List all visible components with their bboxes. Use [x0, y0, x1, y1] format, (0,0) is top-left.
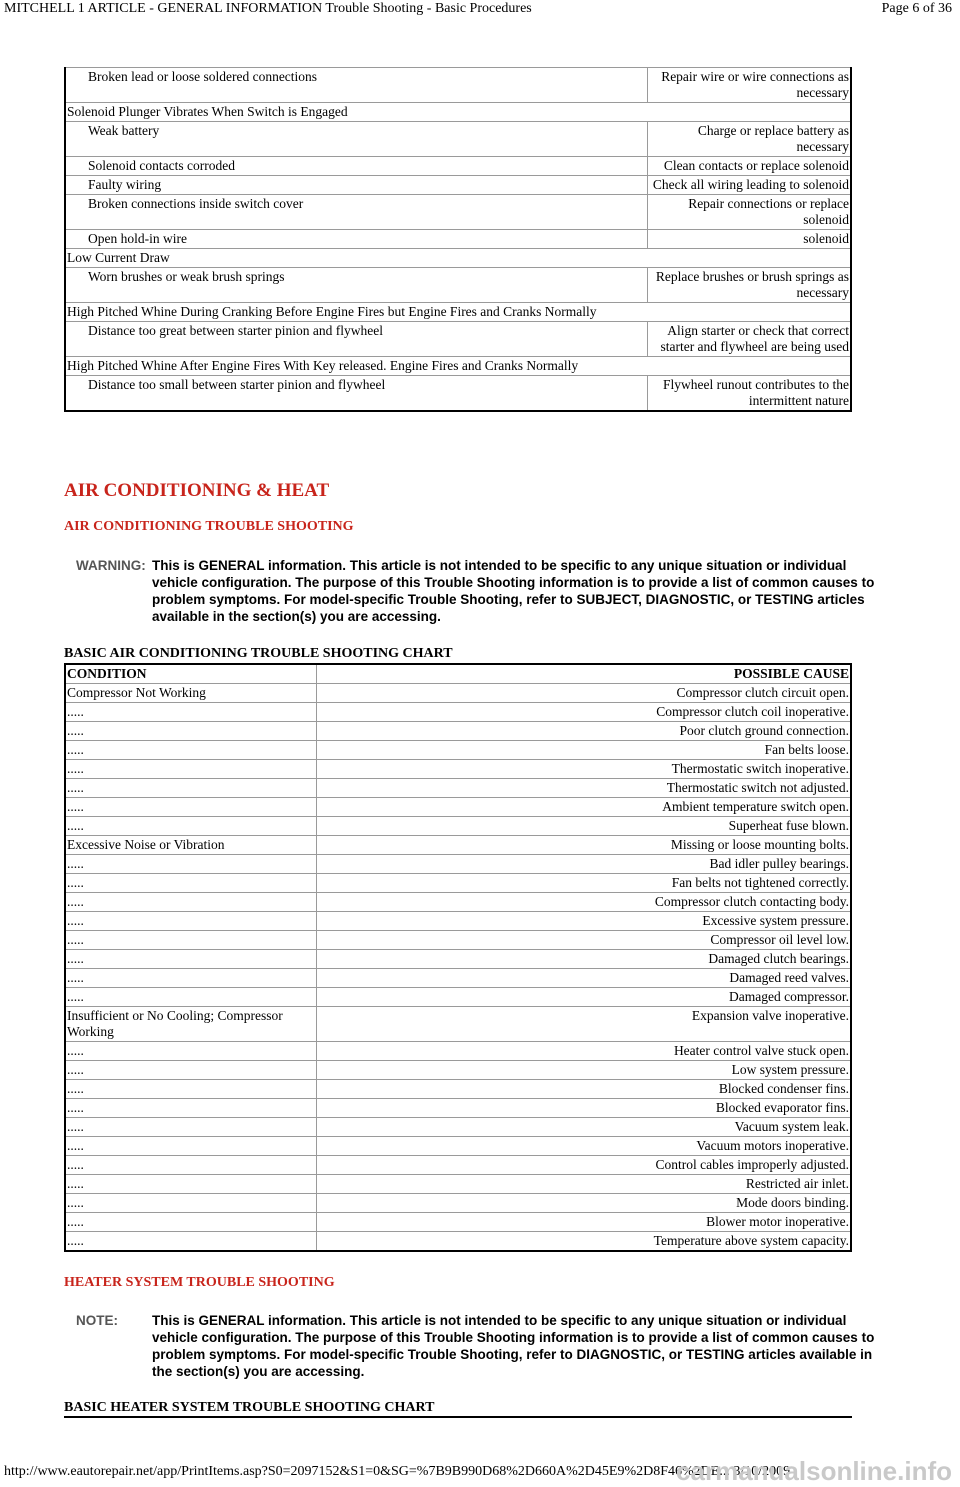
condition-cell: .....: [65, 931, 317, 950]
condition-cell: .....: [65, 988, 317, 1007]
condition-cell: .....: [65, 1232, 317, 1252]
condition-cell: .....: [65, 1213, 317, 1232]
cause-cell: Thermostatic switch inoperative.: [317, 760, 852, 779]
cause-cell: Superheat fuse blown.: [317, 817, 852, 836]
table-row: [65, 1175, 851, 1194]
table-row: [65, 195, 851, 230]
condition-cell: .....: [65, 760, 317, 779]
ac-subtitle: AIR CONDITIONING TROUBLE SHOOTING: [64, 519, 354, 534]
watermark-logo: carmanualsonline.info: [676, 1456, 952, 1486]
heater-chart-rule: [64, 1416, 852, 1418]
warning-text: This is GENERAL information. This article is not intended to be specific to any unique situation or individual vehicle configuration. The purpose of this Trouble Shooting information is to provide a list of common causes to problem symptoms. For model-specific Trouble Shooting, refer to SUBJECT, DIAGNOSTIC, or TESTING articles available in the section(s) you are accessing.: [152, 558, 875, 624]
table-row: [65, 1061, 851, 1080]
table-row: [65, 1042, 851, 1061]
table-row: [65, 741, 851, 760]
cause-cell: Damaged reed valves.: [317, 969, 852, 988]
condition-cell: Excessive Noise or Vibration: [65, 836, 317, 855]
heater-chart-title: BASIC HEATER SYSTEM TROUBLE SHOOTING CHART: [64, 1400, 435, 1415]
cause-cell: Missing or loose mounting bolts.: [317, 836, 852, 855]
table-section-heading: [65, 303, 851, 322]
condition-cell: .....: [65, 779, 317, 798]
starter-trouble-table: [64, 67, 852, 412]
note-text: This is GENERAL information. This article is not intended to be specific to any unique situation or individual vehicle configuration. The purpose of this Trouble Shooting information is to provide a list of common causes to problem symptoms. For model-specific Trouble Shooting, refer to DIAGNOSTIC, or TESTING articles available in the section(s) you are accessing.: [152, 1313, 875, 1379]
heater-subtitle: HEATER SYSTEM TROUBLE SHOOTING: [64, 1275, 335, 1290]
section-heading-cell: Solenoid Plunger Vibrates When Switch is Engaged: [65, 103, 851, 122]
condition-cell: .....: [65, 1175, 317, 1194]
table-row: [65, 893, 851, 912]
condition-cell: .....: [65, 874, 317, 893]
condition-cell: .....: [65, 741, 317, 760]
table-row: [65, 703, 851, 722]
document-header-title: MITCHELL 1 ARTICLE - GENERAL INFORMATION Trouble Shooting - Basic Procedures: [4, 1, 532, 16]
condition-cell: .....: [65, 703, 317, 722]
condition-cell: Faulty wiring: [65, 176, 648, 195]
cause-cell: Compressor oil level low.: [317, 931, 852, 950]
footer-url: http://www.eautorepair.net/app/PrintItems.asp?S0=2097152&S1=0&SG=%7B9B990D68%2D660A%2D45E9%2D8F46%2DE... 3/10/2009: [4, 1464, 791, 1479]
table-section-heading: [65, 249, 851, 268]
cause-cell: Control cables improperly adjusted.: [317, 1156, 852, 1175]
condition-cell: .....: [65, 969, 317, 988]
table-row: [65, 1099, 851, 1118]
table-row: [65, 1156, 851, 1175]
cause-cell: Vacuum system leak.: [317, 1118, 852, 1137]
table-row: [65, 268, 851, 303]
table-row: [65, 760, 851, 779]
table-row: [65, 798, 851, 817]
table-row: [65, 722, 851, 741]
table-section-heading: [65, 357, 851, 376]
condition-cell: .....: [65, 1061, 317, 1080]
table-row: [65, 322, 851, 357]
condition-cell: .....: [65, 798, 317, 817]
condition-cell: .....: [65, 1194, 317, 1213]
table-row: [65, 779, 851, 798]
column-header-cause: POSSIBLE CAUSE: [317, 664, 852, 684]
condition-cell: Worn brushes or weak brush springs: [65, 268, 648, 303]
table-row: [65, 376, 851, 412]
ac-chart-title: BASIC AIR CONDITIONING TROUBLE SHOOTING CHART: [64, 646, 453, 661]
condition-cell: .....: [65, 855, 317, 874]
section-heading-cell: Low Current Draw: [65, 249, 851, 268]
section-heading-cell: High Pitched Whine After Engine Fires With Key released. Engine Fires and Cranks Normally: [65, 357, 851, 376]
remedy-cell: Charge or replace battery as necessary: [648, 122, 852, 157]
condition-cell: .....: [65, 1156, 317, 1175]
condition-cell: .....: [65, 1118, 317, 1137]
cause-cell: Compressor clutch coil inoperative.: [317, 703, 852, 722]
cause-cell: Fan belts loose.: [317, 741, 852, 760]
table-header-row: [65, 664, 851, 684]
page-number: Page 6 of 36: [881, 1, 952, 16]
cause-cell: Thermostatic switch not adjusted.: [317, 779, 852, 798]
table-row: [65, 1232, 851, 1252]
cause-cell: Fan belts not tightened correctly.: [317, 874, 852, 893]
table-row: [65, 817, 851, 836]
condition-cell: .....: [65, 1042, 317, 1061]
condition-cell: Open hold-in wire: [65, 230, 648, 249]
table-row: [65, 1080, 851, 1099]
cause-cell: Damaged clutch bearings.: [317, 950, 852, 969]
condition-cell: .....: [65, 817, 317, 836]
cause-cell: Expansion valve inoperative.: [317, 1007, 852, 1042]
cause-cell: Temperature above system capacity.: [317, 1232, 852, 1252]
condition-cell: .....: [65, 950, 317, 969]
cause-cell: Ambient temperature switch open.: [317, 798, 852, 817]
cause-cell: Low system pressure.: [317, 1061, 852, 1080]
remedy-cell: Flywheel runout contributes to the intermittent nature: [648, 376, 852, 412]
table-row: [65, 1118, 851, 1137]
table-row: [65, 122, 851, 157]
table-row: [65, 68, 851, 103]
condition-cell: .....: [65, 893, 317, 912]
column-header-condition: CONDITION: [65, 664, 317, 684]
remedy-cell: solenoid: [648, 230, 852, 249]
table-row: [65, 988, 851, 1007]
table-row: [65, 874, 851, 893]
table-row: [65, 157, 851, 176]
table-row: [65, 912, 851, 931]
condition-cell: Insufficient or No Cooling; Compressor Working: [65, 1007, 317, 1042]
remedy-cell: Align starter or check that correct starter and flywheel are being used: [648, 322, 852, 357]
table-row: [65, 1137, 851, 1156]
condition-cell: .....: [65, 1137, 317, 1156]
section-heading-cell: High Pitched Whine During Cranking Before Engine Fires but Engine Fires and Cranks Normally: [65, 303, 851, 322]
remedy-cell: Repair wire or wire connections as necessary: [648, 68, 852, 103]
condition-cell: .....: [65, 912, 317, 931]
table-row: [65, 1194, 851, 1213]
table-row: [65, 176, 851, 195]
cause-cell: Damaged compressor.: [317, 988, 852, 1007]
table-row: [65, 1213, 851, 1232]
table-row: [65, 684, 851, 703]
ac-warning: [76, 557, 876, 625]
condition-cell: Solenoid contacts corroded: [65, 157, 648, 176]
condition-cell: .....: [65, 1080, 317, 1099]
condition-cell: Broken lead or loose soldered connections: [65, 68, 648, 103]
cause-cell: Blower motor inoperative.: [317, 1213, 852, 1232]
table-row: [65, 969, 851, 988]
cause-cell: Bad idler pulley bearings.: [317, 855, 852, 874]
condition-cell: Distance too small between starter pinion and flywheel: [65, 376, 648, 412]
condition-cell: Broken connections inside switch cover: [65, 195, 648, 230]
table-section-heading: [65, 103, 851, 122]
table-row: [65, 230, 851, 249]
condition-cell: .....: [65, 1099, 317, 1118]
cause-cell: Mode doors binding.: [317, 1194, 852, 1213]
condition-cell: Distance too great between starter pinion and flywheel: [65, 322, 648, 357]
condition-cell: .....: [65, 722, 317, 741]
cause-cell: Compressor clutch contacting body.: [317, 893, 852, 912]
table-row: [65, 855, 851, 874]
section-title: AIR CONDITIONING & HEAT: [64, 480, 330, 501]
table-row: [65, 931, 851, 950]
cause-cell: Poor clutch ground connection.: [317, 722, 852, 741]
cause-cell: Heater control valve stuck open.: [317, 1042, 852, 1061]
table-row: [65, 950, 851, 969]
remedy-cell: Clean contacts or replace solenoid: [648, 157, 852, 176]
cause-cell: Blocked condenser fins.: [317, 1080, 852, 1099]
table-row: [65, 1007, 851, 1042]
cause-cell: Excessive system pressure.: [317, 912, 852, 931]
condition-cell: Compressor Not Working: [65, 684, 317, 703]
ac-trouble-table: [64, 663, 852, 1252]
remedy-cell: Replace brushes or brush springs as necessary: [648, 268, 852, 303]
cause-cell: Compressor clutch circuit open.: [317, 684, 852, 703]
heater-note: [76, 1312, 876, 1380]
remedy-cell: Repair connections or replace solenoid: [648, 195, 852, 230]
condition-cell: Weak battery: [65, 122, 648, 157]
table-row: [65, 836, 851, 855]
cause-cell: Restricted air inlet.: [317, 1175, 852, 1194]
cause-cell: Blocked evaporator fins.: [317, 1099, 852, 1118]
cause-cell: Vacuum motors inoperative.: [317, 1137, 852, 1156]
warning-label: WARNING:: [76, 558, 146, 573]
note-label: NOTE:: [76, 1313, 118, 1328]
remedy-cell: Check all wiring leading to solenoid: [648, 176, 852, 195]
